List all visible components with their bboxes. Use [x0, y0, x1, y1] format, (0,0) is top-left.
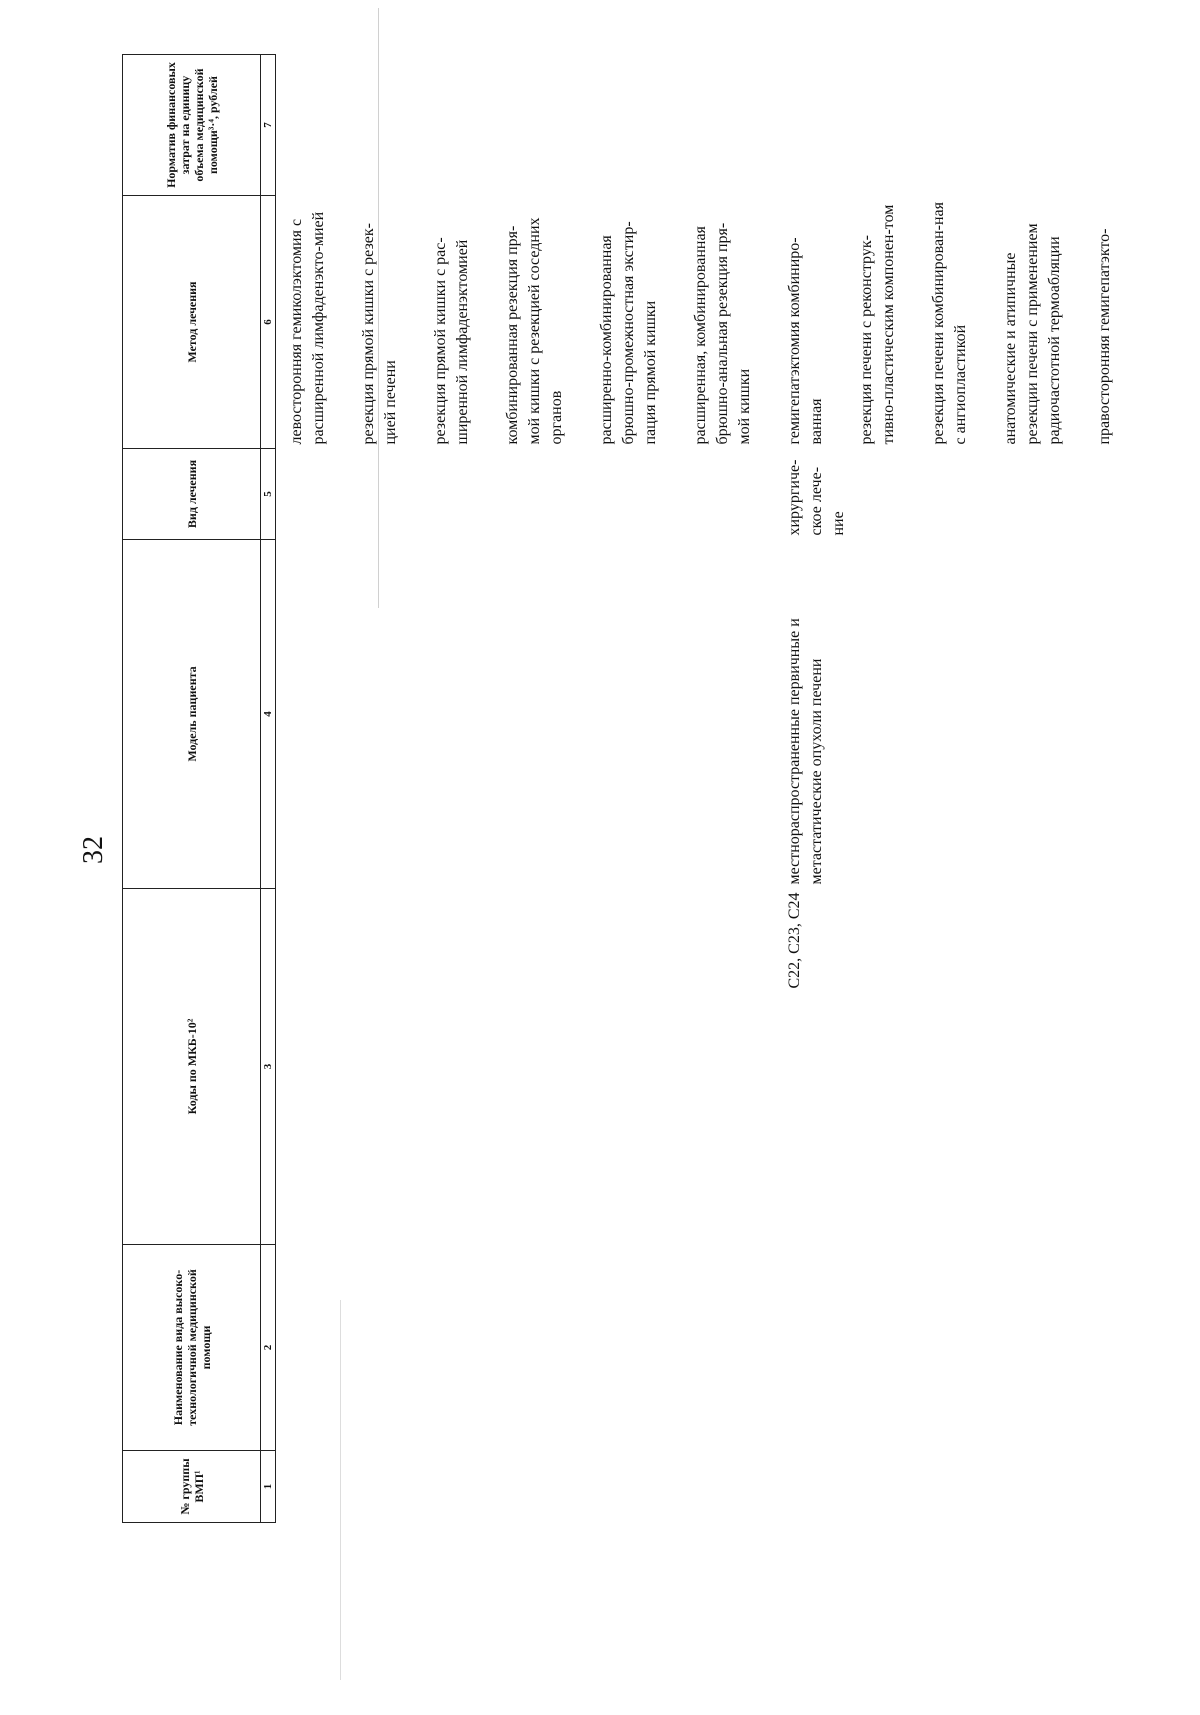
- list-item: резекция печени с реконструк-тивно-пластическим компонен-том: [858, 204, 897, 445]
- header-cost-standard: Норматив финансовых затрат на единицу объема медицинской помощи³·⁴, рублей: [123, 55, 261, 196]
- vmp-table: [122, 54, 1144, 1523]
- treatment-type-cell: хирургиче-ское лече-ние: [786, 459, 847, 536]
- scan-artifact: [378, 8, 379, 608]
- header-icd-codes: Коды по МКБ-10²: [123, 889, 261, 1245]
- column-number: 7: [261, 55, 276, 196]
- list-item: резекция печени комбинирован-ная с ангиопластикой: [930, 202, 969, 445]
- list-item: гемигепатэктомия комбиниро-ванная: [786, 237, 825, 445]
- page-number: 32: [78, 836, 109, 864]
- methods-list: [784, 200, 1116, 445]
- column-number: 4: [261, 540, 276, 889]
- scan-artifact: [340, 1300, 341, 1680]
- treatment-method-cell: [784, 196, 1144, 449]
- header-vmp-name: Наименование вида высоко-технологичной медицинской помощи: [123, 1245, 261, 1451]
- table-column-number-row: [261, 55, 276, 1523]
- list-item: анатомические и атипичные резекции печени с применением радиочастотной термоабляции: [1002, 223, 1063, 445]
- header-patient-model: Модель пациента: [123, 540, 261, 889]
- list-item: резекция прямой кишки с резек-цией печени: [360, 223, 399, 445]
- icd-codes-cell: C22, C23, C24: [786, 892, 803, 989]
- table-row-continued: [276, 55, 785, 1523]
- table-row: [784, 55, 1144, 1523]
- column-number: 1: [261, 1451, 276, 1523]
- list-item: резекция прямой кишки с рас-ширенной лимфаденэктомией: [432, 237, 471, 445]
- column-number: 2: [261, 1245, 276, 1451]
- list-item: правосторонняя гемигепатэкто-: [1096, 228, 1113, 445]
- list-item: левосторонняя гемиколэктомия с расширенной лимфаденэкто-мией: [288, 211, 327, 445]
- table-header-row: [123, 55, 261, 1523]
- header-treatment-method: Метод лечения: [123, 196, 261, 449]
- column-number: 5: [261, 449, 276, 540]
- list-item: расширенно-комбинированная брюшно-промежностная экстир-пация прямой кишки: [598, 221, 659, 445]
- list-item: комбинированная резекция пря-мой кишки с резекцией соседних органов: [504, 217, 565, 445]
- header-treatment-type: Вид лечения: [123, 449, 261, 540]
- continued-methods-list: [286, 200, 756, 445]
- list-item: расширенная, комбинированная брюшно-анальная резекция пря-мой кишки: [692, 222, 753, 445]
- header-group-number: № группы ВМП¹: [123, 1451, 261, 1523]
- treatment-method-cell: [276, 196, 785, 449]
- column-number: 3: [261, 889, 276, 1245]
- column-number: 6: [261, 196, 276, 449]
- patient-model-cell: местнораспространенные первичные и метастатические опухоли печени: [786, 618, 825, 885]
